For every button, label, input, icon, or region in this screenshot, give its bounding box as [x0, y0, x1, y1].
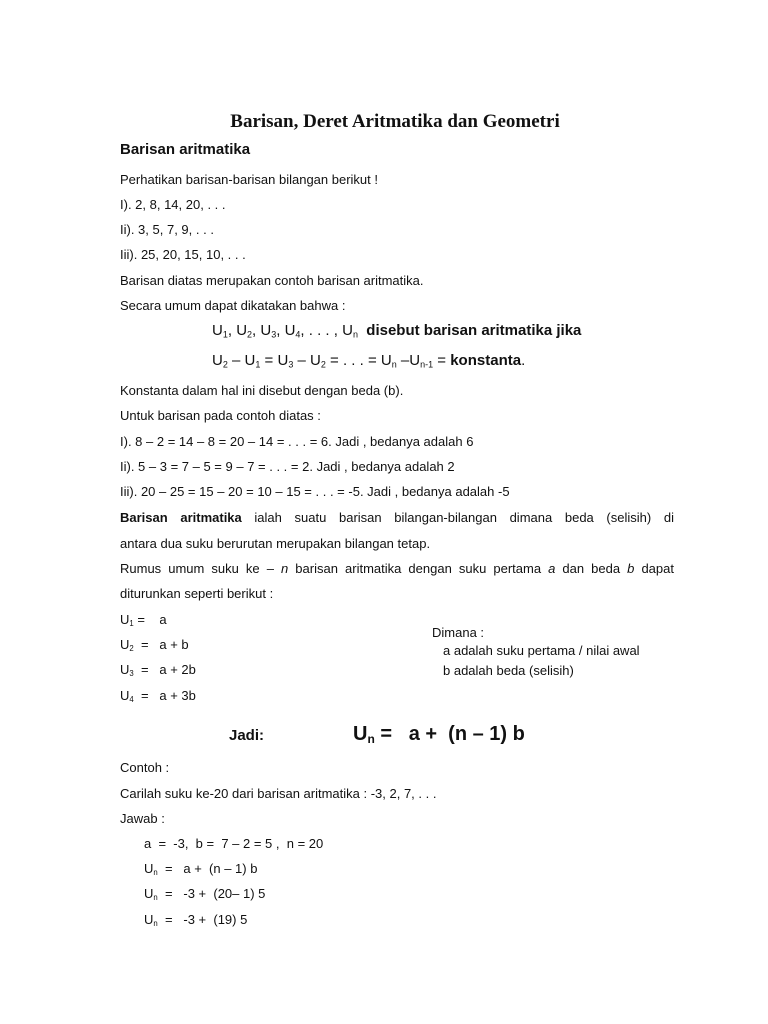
diff-2: Ii). 5 – 3 = 7 – 5 = 9 – 7 = . . . = 2. Jadi , bedanya adalah 2: [120, 459, 455, 474]
u-term-2: $U_2 = a + b$: [120, 637, 189, 653]
statement-2: Secara umum dapat dikatakan bahwa :: [120, 298, 346, 313]
diff-3: Iii). 20 – 25 = 15 – 20 = 10 – 15 = . . . = -5. Jadi , bedanya adalah -5: [120, 484, 510, 499]
step-1: $U_n = a + (n - 1)$ b: [144, 861, 258, 877]
u-term-1: $U_1$ = a: [120, 612, 167, 628]
diff-1: I). 8 – 2 = 14 – 8 = 20 – 14 = . . . = 6. Jadi , bedanya adalah 6: [120, 434, 474, 449]
u-term-3: $U_3 = a + 2b$: [120, 662, 196, 678]
jadi-label: Jadi:: [229, 727, 265, 744]
page-title: Barisan, Deret Aritmatika dan Geometri: [230, 111, 560, 132]
formula-difference: $U_2 - U_1 = U_3 - U_2$ = . . . = $U_n$ $-U_{n-1}$ = konstanta.: [212, 352, 526, 370]
statement-1: Barisan diatas merupakan contoh barisan aritmatika.: [120, 273, 424, 288]
given-values: a = -3, b = 7 – 2 = 5 , n = 20: [144, 836, 324, 851]
dimana-b: b adalah beda (selisih): [443, 663, 574, 678]
section-heading: Barisan aritmatika: [120, 141, 251, 158]
definition-line-1: Barisan aritmatika ialah suatu barisan bilangan-bilangan dimana beda (selisih) di: [120, 510, 674, 525]
example-1: I). 2, 8, 14, 20, . . .: [120, 197, 226, 212]
contoh-label: Contoh :: [120, 760, 170, 775]
intro-text: Perhatikan barisan-barisan bilangan berikut !: [120, 172, 378, 187]
step-2: $U_n = -3 + (20-$ 1) 5: [144, 886, 266, 902]
rumus-line-1: Rumus umum suku ke – n barisan aritmatika dengan suku pertama a dan beda b dapat: [120, 561, 674, 576]
jawab-label: Jawab :: [120, 811, 165, 826]
example-3: Iii). 25, 20, 15, 10, . . .: [120, 247, 246, 262]
formula-sequence: $U_1$, $U_2$, $U_3$, $U_4$, . . . , $U_n$ disebut barisan aritmatika jika: [212, 322, 582, 340]
dimana-label: Dimana :: [432, 625, 485, 640]
definition-line-2: antara dua suku berurutan merupakan bilangan tetap.: [120, 536, 431, 551]
konstanta-note: Konstanta dalam hal ini disebut dengan beda (b).: [120, 383, 404, 398]
u-term-4: $U_4 = a + 3b$: [120, 688, 196, 704]
untuk-text: Untuk barisan pada contoh diatas :: [120, 408, 321, 423]
jadi-formula: $U_n = a + (n - 1)$ b: [353, 723, 525, 746]
contoh-question: Carilah suku ke-20 dari barisan aritmatika : -3, 2, 7, . . .: [120, 786, 437, 801]
example-2: Ii). 3, 5, 7, 9, . . .: [120, 222, 214, 237]
rumus-line-2: diturunkan seperti berikut :: [120, 586, 274, 601]
dimana-a: a adalah suku pertama / nilai awal: [443, 643, 640, 658]
step-3: $U_n = -3 + (19)$ 5: [144, 912, 248, 928]
